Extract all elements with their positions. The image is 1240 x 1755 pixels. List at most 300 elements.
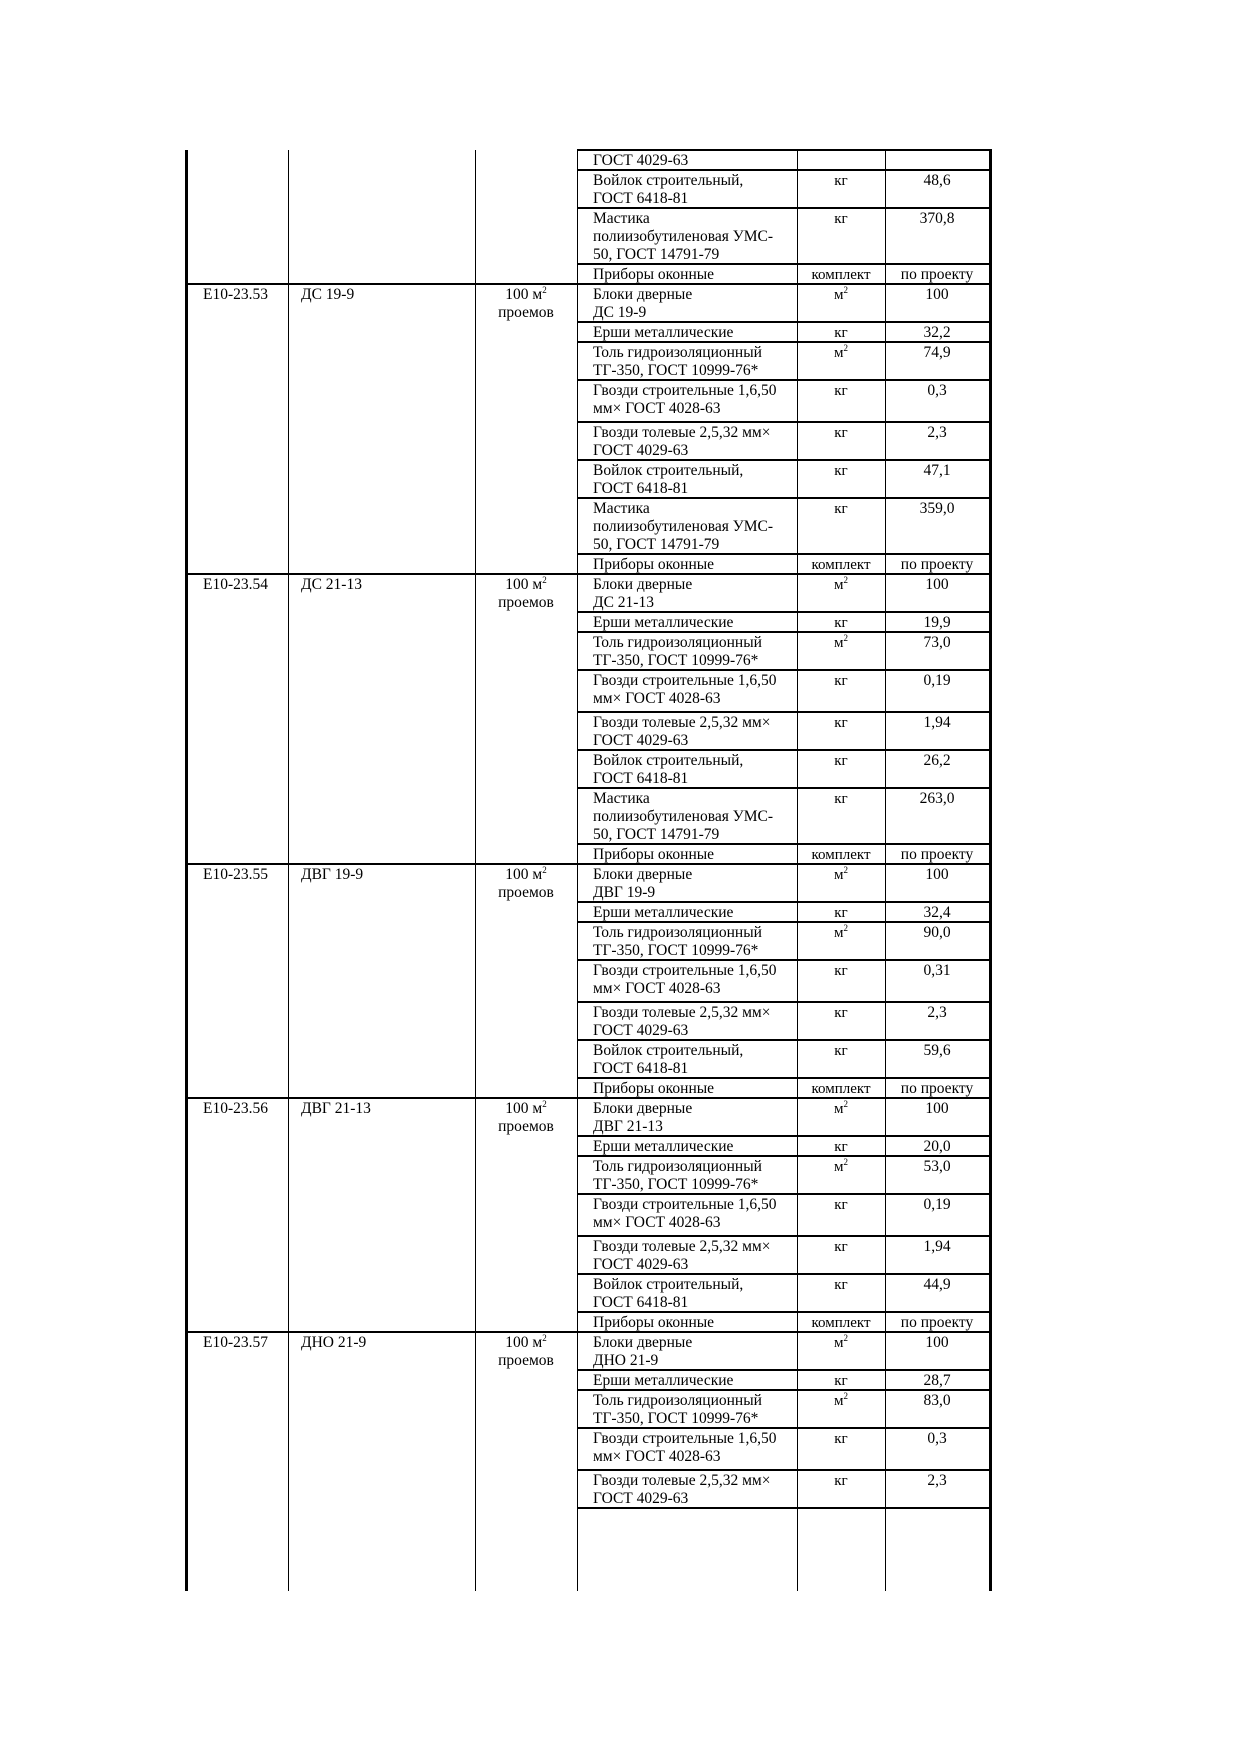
row-divider: [577, 263, 992, 265]
resource-unit: [799, 962, 883, 980]
resource-name: [593, 1080, 795, 1098]
row-divider: [577, 553, 992, 555]
resource-unit-text: м: [834, 345, 844, 361]
resource-unit: [799, 752, 883, 770]
resource-unit-text: м: [834, 1335, 844, 1351]
resource-unit-superscript: 2: [843, 1333, 848, 1343]
resource-name: [593, 1314, 795, 1332]
resource-unit: [799, 1334, 883, 1352]
resource-unit-text: кг: [834, 1431, 848, 1447]
row-divider: [577, 901, 992, 903]
row-divider: [577, 169, 992, 171]
resource-value: [887, 1080, 987, 1098]
resource-unit: [799, 1138, 883, 1156]
resource-unit-superscript: 2: [843, 343, 848, 353]
row-divider: [577, 207, 992, 209]
resource-name: [593, 152, 795, 170]
resource-value-text: 263,0: [919, 790, 955, 807]
measure-unit: [477, 1100, 575, 1136]
row-divider: [577, 1235, 992, 1237]
resource-value-text: по проекту: [900, 266, 974, 283]
resource-unit-text: кг: [834, 963, 848, 979]
resource-unit: [799, 1042, 883, 1060]
row-divider: [577, 843, 992, 845]
resource-value: [887, 866, 987, 884]
measure-unit-line2: проемов: [498, 304, 554, 321]
resource-unit: [799, 1100, 883, 1118]
resource-value-text: 59,6: [923, 1042, 951, 1059]
resource-unit-text: кг: [834, 325, 848, 341]
resource-name: [593, 1472, 795, 1508]
row-divider: [577, 1311, 992, 1313]
resource-value: [887, 1276, 987, 1294]
resource-name-text: Войлок строительный, ГОСТ 6418-81: [593, 752, 744, 787]
resource-name: [593, 1372, 795, 1390]
resource-value: [887, 210, 987, 228]
resource-unit-text: м: [834, 1159, 844, 1175]
resource-value-text: 73,0: [923, 634, 951, 651]
resource-name-text: Войлок строительный, ГОСТ 6418-81: [593, 1276, 744, 1311]
row-divider: [577, 1389, 992, 1391]
resource-value: [887, 1042, 987, 1060]
resource-unit: [799, 1472, 883, 1490]
row-divider: [577, 959, 992, 961]
resource-name: [593, 344, 795, 380]
resource-value: [887, 1196, 987, 1214]
resource-value-text: 0,3: [927, 1430, 947, 1447]
measure-unit: [477, 866, 575, 902]
resource-value: [887, 1158, 987, 1176]
resource-unit-text: комплект: [811, 1081, 871, 1097]
resource-value: [887, 1430, 987, 1448]
entry-divider: [185, 863, 992, 865]
resource-value: [887, 324, 987, 342]
resource-name: [593, 556, 795, 574]
resource-unit: [799, 846, 883, 864]
resource-value-text: 100: [925, 286, 949, 303]
resource-unit-text: кг: [834, 905, 848, 921]
resource-name: [593, 576, 795, 612]
resource-value-text: 370,8: [919, 210, 955, 227]
resource-unit-text: м: [834, 635, 844, 651]
resource-name: [593, 962, 795, 998]
measure-unit-line2: проемов: [498, 884, 554, 901]
resource-name-text: Гвозди строительные 1,6,50 мм× ГОСТ 4028-63: [593, 1196, 777, 1231]
norm-code-text: Е10-23.54: [203, 576, 269, 593]
row-divider: [577, 1155, 992, 1157]
resource-name: [593, 324, 795, 342]
resource-name: [593, 266, 795, 284]
bottom-border: [577, 1507, 992, 1509]
resource-value-text: 100: [925, 1100, 949, 1117]
resource-unit-superscript: 2: [843, 1099, 848, 1109]
resource-name-text: Приборы оконные: [593, 1080, 715, 1097]
resource-name-text: Гвозди толевые 2,5,32 мм× ГОСТ 4029-63: [593, 1238, 771, 1273]
resource-name-text: Гвозди толевые 2,5,32 мм× ГОСТ 4029-63: [593, 1004, 771, 1039]
resource-unit-text: кг: [834, 383, 848, 399]
door-block-mark-text: ДС 21-13: [301, 576, 362, 593]
resource-value: [887, 1238, 987, 1256]
row-divider: [577, 711, 992, 713]
norm-code-text: Е10-23.55: [203, 866, 269, 883]
door-block-mark: [301, 1334, 471, 1352]
resource-unit: [799, 424, 883, 442]
door-block-mark-text: ДВГ 19-9: [301, 866, 364, 883]
resource-value-text: 0,3: [927, 382, 947, 399]
resource-unit-text: кг: [834, 715, 848, 731]
resource-name-text: Приборы оконные: [593, 846, 715, 863]
resource-name: [593, 1100, 795, 1136]
resource-name-text: Ерши металлические: [593, 904, 734, 921]
resource-name: [593, 714, 795, 750]
resource-name-text: Гвозди толевые 2,5,32 мм× ГОСТ 4029-63: [593, 1472, 771, 1507]
resource-name: [593, 172, 795, 208]
resource-unit: [799, 924, 883, 942]
resource-unit-text: кг: [834, 1005, 848, 1021]
resource-name-text: Приборы оконные: [593, 1314, 715, 1331]
resource-unit-text: м: [834, 577, 844, 593]
resource-unit-text: кг: [834, 1239, 848, 1255]
resource-unit: [799, 1372, 883, 1390]
measure-unit-superscript: 2: [542, 574, 547, 585]
resource-name-text: Приборы оконные: [593, 556, 715, 573]
resource-value-text: 48,6: [923, 172, 951, 189]
resource-value: [887, 344, 987, 362]
measure-unit-text: 100 м: [505, 1100, 543, 1117]
row-divider: [577, 1135, 992, 1137]
resource-value-text: 100: [925, 1334, 949, 1351]
resource-name-text: Гвозди толевые 2,5,32 мм× ГОСТ 4029-63: [593, 424, 771, 459]
measure-unit-line2: проемов: [498, 1118, 554, 1135]
entry-divider: [185, 1331, 992, 1333]
resource-value-text: 28,7: [923, 1372, 951, 1389]
row-divider: [577, 921, 992, 923]
resource-unit-text: кг: [834, 753, 848, 769]
resource-unit: [799, 1080, 883, 1098]
resource-name-text: Блоки дверные ДВГ 19-9: [593, 866, 693, 901]
resource-unit-superscript: 2: [843, 1157, 848, 1167]
row-divider: [577, 497, 992, 499]
resource-unit-text: кг: [834, 1197, 848, 1213]
resource-unit-text: м: [834, 1101, 844, 1117]
resource-name-text: Ерши металлические: [593, 1138, 734, 1155]
door-block-mark: [301, 286, 471, 304]
resource-unit: [799, 382, 883, 400]
resource-name-text: Мастика полиизобутиленовая УМС- 50, ГОСТ 14791-79: [593, 210, 773, 263]
resource-name: [593, 790, 795, 844]
resource-value-text: 1,94: [923, 1238, 951, 1255]
resource-unit-text: м: [834, 1393, 844, 1409]
resource-value-text: 83,0: [923, 1392, 951, 1409]
resource-unit: [799, 866, 883, 884]
resource-value-text: 0,19: [923, 672, 951, 689]
resource-value: [887, 424, 987, 442]
row-divider: [577, 1193, 992, 1195]
entry-divider: [185, 573, 992, 575]
resource-value-text: 2,3: [927, 424, 947, 441]
resource-unit-superscript: 2: [843, 923, 848, 933]
resource-name: [593, 634, 795, 670]
resource-unit: [799, 500, 883, 518]
row-divider: [577, 1077, 992, 1079]
resource-name-text: Толь гидроизоляционный ТГ-350, ГОСТ 10999-76*: [593, 1158, 762, 1193]
resource-name: [593, 866, 795, 902]
resource-value: [887, 752, 987, 770]
row-divider: [577, 611, 992, 613]
resource-name: [593, 1138, 795, 1156]
measure-unit-line2: проемов: [498, 1352, 554, 1369]
resource-unit: [799, 1392, 883, 1410]
resource-value: [887, 382, 987, 400]
resource-value-text: 20,0: [923, 1138, 951, 1155]
entry-divider: [185, 283, 992, 285]
resource-name: [593, 1392, 795, 1428]
resource-value-text: по проекту: [900, 1314, 974, 1331]
top-border: [577, 149, 992, 151]
row-divider: [577, 631, 992, 633]
resource-unit: [799, 1004, 883, 1022]
door-block-mark-text: ДС 19-9: [301, 286, 355, 303]
resource-value-text: 2,3: [927, 1472, 947, 1489]
resource-unit-text: кг: [834, 463, 848, 479]
resource-value: [887, 924, 987, 942]
entry-divider: [185, 1097, 992, 1099]
resource-unit-text: кг: [834, 615, 848, 631]
resource-value-text: 32,2: [923, 324, 951, 341]
resource-unit: [799, 172, 883, 190]
resource-name: [593, 382, 795, 418]
resource-value: [887, 904, 987, 922]
resource-unit-text: кг: [834, 425, 848, 441]
resource-norms-table: [185, 150, 1000, 1591]
resource-name: [593, 1334, 795, 1370]
resource-value: [887, 1334, 987, 1352]
resource-value-text: 26,2: [923, 752, 951, 769]
resource-unit-text: комплект: [811, 847, 871, 863]
resource-value-text: по проекту: [900, 556, 974, 573]
resource-name-text: Блоки дверные ДС 21-13: [593, 576, 693, 611]
resource-name-text: Гвозди строительные 1,6,50 мм× ГОСТ 4028-63: [593, 672, 777, 707]
row-divider: [577, 321, 992, 323]
resource-value-text: 100: [925, 576, 949, 593]
resource-unit: [799, 1430, 883, 1448]
norm-code: [203, 866, 287, 884]
resource-unit-text: кг: [834, 211, 848, 227]
resource-value-text: 47,1: [923, 462, 951, 479]
resource-name: [593, 1430, 795, 1466]
row-divider: [577, 1001, 992, 1003]
resource-name: [593, 1276, 795, 1312]
measure-unit: [477, 576, 575, 612]
resource-unit: [799, 286, 883, 304]
measure-unit-text: 100 м: [505, 576, 543, 593]
resource-value: [887, 1392, 987, 1410]
resource-name-text: Приборы оконные: [593, 266, 715, 283]
measure-unit-superscript: 2: [542, 1098, 547, 1109]
door-block-mark-text: ДНО 21-9: [301, 1334, 367, 1351]
resource-value-text: 2,3: [927, 1004, 947, 1021]
row-divider: [577, 787, 992, 789]
resource-name-text: Толь гидроизоляционный ТГ-350, ГОСТ 10999-76*: [593, 634, 762, 669]
resource-name-text: Войлок строительный, ГОСТ 6418-81: [593, 1042, 744, 1077]
resource-value: [887, 1004, 987, 1022]
resource-unit: [799, 1276, 883, 1294]
door-block-mark-text: ДВГ 21-13: [301, 1100, 371, 1117]
door-block-mark: [301, 1100, 471, 1118]
resource-name: [593, 1238, 795, 1274]
resource-unit: [799, 790, 883, 808]
resource-value: [887, 556, 987, 574]
resource-unit-superscript: 2: [843, 1391, 848, 1401]
norm-code-text: Е10-23.53: [203, 286, 269, 303]
measure-unit-line2: проемов: [498, 594, 554, 611]
resource-value: [887, 1100, 987, 1118]
resource-unit-superscript: 2: [843, 865, 848, 875]
resource-value-text: 100: [925, 866, 949, 883]
resource-unit-text: комплект: [811, 267, 871, 283]
resource-value: [887, 962, 987, 980]
resource-unit-text: комплект: [811, 557, 871, 573]
resource-value: [887, 576, 987, 594]
resource-unit-text: кг: [834, 673, 848, 689]
resource-unit-text: кг: [834, 173, 848, 189]
measure-unit-superscript: 2: [542, 284, 547, 295]
resource-name: [593, 1158, 795, 1194]
resource-unit: [799, 1314, 883, 1332]
resource-name: [593, 846, 795, 864]
door-block-mark: [301, 866, 471, 884]
resource-value-text: 359,0: [919, 500, 955, 517]
resource-value: [887, 462, 987, 480]
resource-unit-text: кг: [834, 1473, 848, 1489]
resource-unit-text: кг: [834, 501, 848, 517]
measure-unit: [477, 286, 575, 322]
resource-name-text: Блоки дверные ДНО 21-9: [593, 1334, 693, 1369]
resource-name-text: Гвозди строительные 1,6,50 мм× ГОСТ 4028-63: [593, 382, 777, 417]
resource-unit-text: м: [834, 867, 844, 883]
column-divider: [797, 150, 798, 1591]
resource-value: [887, 672, 987, 690]
norm-code: [203, 1100, 287, 1118]
resource-name-text: Войлок строительный, ГОСТ 6418-81: [593, 172, 744, 207]
column-divider: [288, 150, 289, 1591]
resource-unit-superscript: 2: [843, 285, 848, 295]
resource-unit: [799, 672, 883, 690]
resource-unit: [799, 714, 883, 732]
resource-value-text: 0,31: [923, 962, 951, 979]
resource-name: [593, 672, 795, 708]
resource-name-text: ГОСТ 4029-63: [593, 152, 689, 169]
norm-code: [203, 286, 287, 304]
resource-name-text: Войлок строительный, ГОСТ 6418-81: [593, 462, 744, 497]
resource-name: [593, 500, 795, 554]
resource-name-text: Толь гидроизоляционный ТГ-350, ГОСТ 10999-76*: [593, 1392, 762, 1427]
row-divider: [577, 341, 992, 343]
door-block-mark: [301, 576, 471, 594]
resource-unit: [799, 1158, 883, 1176]
resource-name-text: Мастика полиизобутиленовая УМС- 50, ГОСТ 14791-79: [593, 790, 773, 843]
resource-unit: [799, 462, 883, 480]
resource-unit-text: кг: [834, 1277, 848, 1293]
resource-value-text: 32,4: [923, 904, 951, 921]
resource-name-text: Ерши металлические: [593, 1372, 734, 1389]
resource-unit-text: комплект: [811, 1315, 871, 1331]
resource-value: [887, 714, 987, 732]
resource-value-text: по проекту: [900, 846, 974, 863]
resource-value-text: 90,0: [923, 924, 951, 941]
resource-name: [593, 1004, 795, 1040]
resource-name-text: Толь гидроизоляционный ТГ-350, ГОСТ 10999-76*: [593, 924, 762, 959]
measure-unit-superscript: 2: [542, 1332, 547, 1343]
resource-name-text: Гвозди толевые 2,5,32 мм× ГОСТ 4029-63: [593, 714, 771, 749]
resource-unit: [799, 324, 883, 342]
resource-name-text: Гвозди строительные 1,6,50 мм× ГОСТ 4028-63: [593, 962, 777, 997]
resource-unit-text: м: [834, 287, 844, 303]
resource-name: [593, 614, 795, 632]
resource-name: [593, 462, 795, 498]
resource-unit: [799, 634, 883, 652]
resource-name: [593, 424, 795, 460]
row-divider: [577, 421, 992, 423]
row-divider: [577, 1273, 992, 1275]
resource-value-text: 44,9: [923, 1276, 951, 1293]
resource-value: [887, 1314, 987, 1332]
row-divider: [577, 379, 992, 381]
measure-unit-superscript: 2: [542, 864, 547, 875]
resource-unit-text: кг: [834, 1373, 848, 1389]
resource-name: [593, 1042, 795, 1078]
row-divider: [577, 459, 992, 461]
resource-unit: [799, 1196, 883, 1214]
row-divider: [577, 1427, 992, 1429]
resource-value-text: 74,9: [923, 344, 951, 361]
measure-unit-text: 100 м: [505, 866, 543, 883]
resource-value-text: 19,9: [923, 614, 951, 631]
resource-value-text: по проекту: [900, 1080, 974, 1097]
resource-name-text: Блоки дверные ДВГ 21-13: [593, 1100, 693, 1135]
resource-name: [593, 904, 795, 922]
row-divider: [577, 749, 992, 751]
resource-unit: [799, 210, 883, 228]
row-divider: [577, 1469, 992, 1471]
row-divider: [577, 1369, 992, 1371]
resource-unit: [799, 614, 883, 632]
resource-unit: [799, 344, 883, 362]
resource-value: [887, 614, 987, 632]
resource-value-text: 53,0: [923, 1158, 951, 1175]
resource-unit-text: кг: [834, 1139, 848, 1155]
row-divider: [577, 1039, 992, 1041]
resource-name: [593, 286, 795, 322]
resource-name: [593, 210, 795, 264]
measure-unit: [477, 1334, 575, 1370]
resource-unit-text: м: [834, 925, 844, 941]
resource-name: [593, 924, 795, 960]
resource-value-text: 1,94: [923, 714, 951, 731]
resource-unit: [799, 904, 883, 922]
table-right-border: [989, 150, 992, 1591]
column-divider: [577, 150, 578, 1591]
resource-unit: [799, 266, 883, 284]
resource-unit-superscript: 2: [843, 575, 848, 585]
resource-name: [593, 752, 795, 788]
resource-name-text: Толь гидроизоляционный ТГ-350, ГОСТ 10999-76*: [593, 344, 762, 379]
resource-name-text: Блоки дверные ДС 19-9: [593, 286, 693, 321]
resource-name-text: Мастика полиизобутиленовая УМС- 50, ГОСТ 14791-79: [593, 500, 773, 553]
resource-value: [887, 1372, 987, 1390]
norm-code: [203, 1334, 287, 1352]
resource-value-text: 0,19: [923, 1196, 951, 1213]
